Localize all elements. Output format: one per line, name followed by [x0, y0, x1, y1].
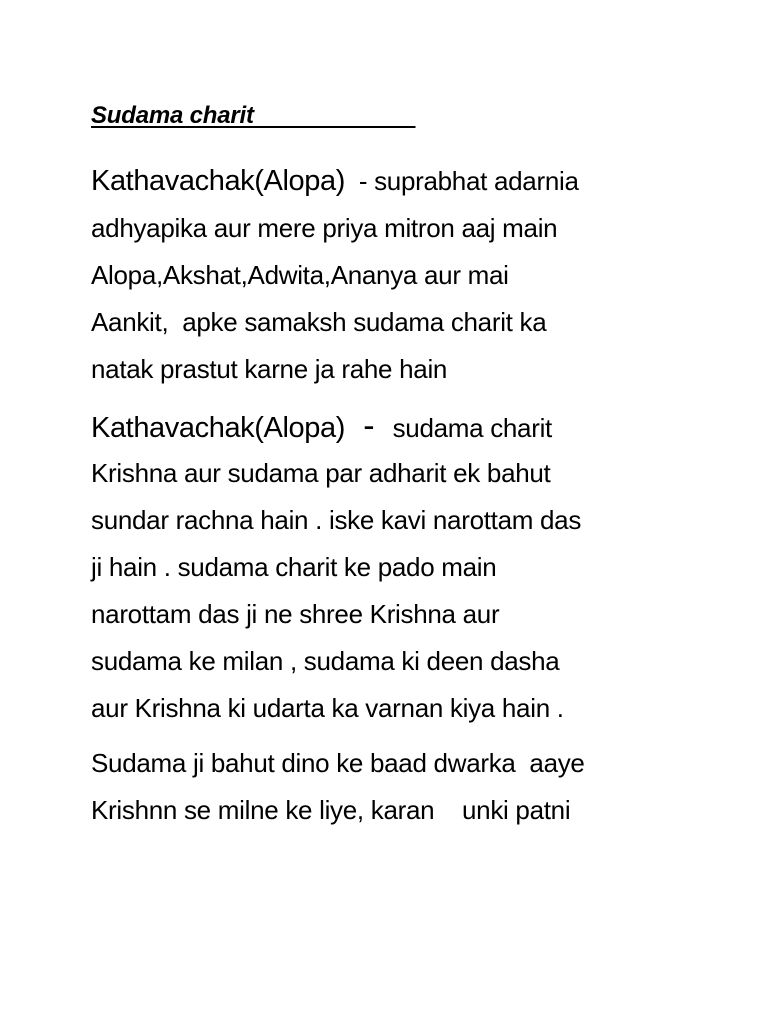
text-line: aur Krishna ki udarta ka varnan kiya hain .	[91, 693, 564, 723]
text-line: narottam das ji ne shree Krishna aur	[91, 599, 500, 629]
paragraph-first-line	[91, 403, 731, 450]
paragraph-intro	[91, 158, 731, 393]
speaker-name: Kathavachak(Alopa)	[91, 165, 345, 197]
text-line: adhyapika aur mere priya mitron aaj main	[91, 213, 558, 243]
text-line: Alopa,Akshat,Adwita,Ananya aur mai	[91, 260, 509, 290]
text-line: sudama charit	[392, 413, 552, 443]
text-line: natak prastut karne ja rahe hain	[91, 354, 448, 384]
text-line: Krishnn se milne ke liye, karan unki patni	[91, 795, 571, 825]
text-line: suprabhat adarnia	[374, 166, 579, 196]
speaker-name: Kathavachak(Alopa)	[91, 412, 345, 444]
speaker-separator: -	[344, 407, 393, 445]
text-line: Aankit, apke samaksh sudama charit ka	[91, 307, 547, 337]
document-page	[91, 96, 731, 834]
paragraph-first-line	[91, 158, 731, 205]
speaker-separator: -	[344, 166, 375, 196]
document-title: Sudama charit	[91, 102, 416, 129]
text-line: sudama ke milan , sudama ki deen dasha	[91, 646, 560, 676]
paragraph-story	[91, 740, 731, 834]
paragraph-about	[91, 403, 731, 732]
text-line: Sudama ji bahut dino ke baad dwarka aaye	[91, 748, 585, 778]
text-line: Krishna aur sudama par adharit ek bahut	[91, 458, 551, 488]
text-line: sundar rachna hain . iske kavi narottam das	[91, 505, 582, 535]
text-line: ji hain . sudama charit ke pado main	[91, 552, 497, 582]
